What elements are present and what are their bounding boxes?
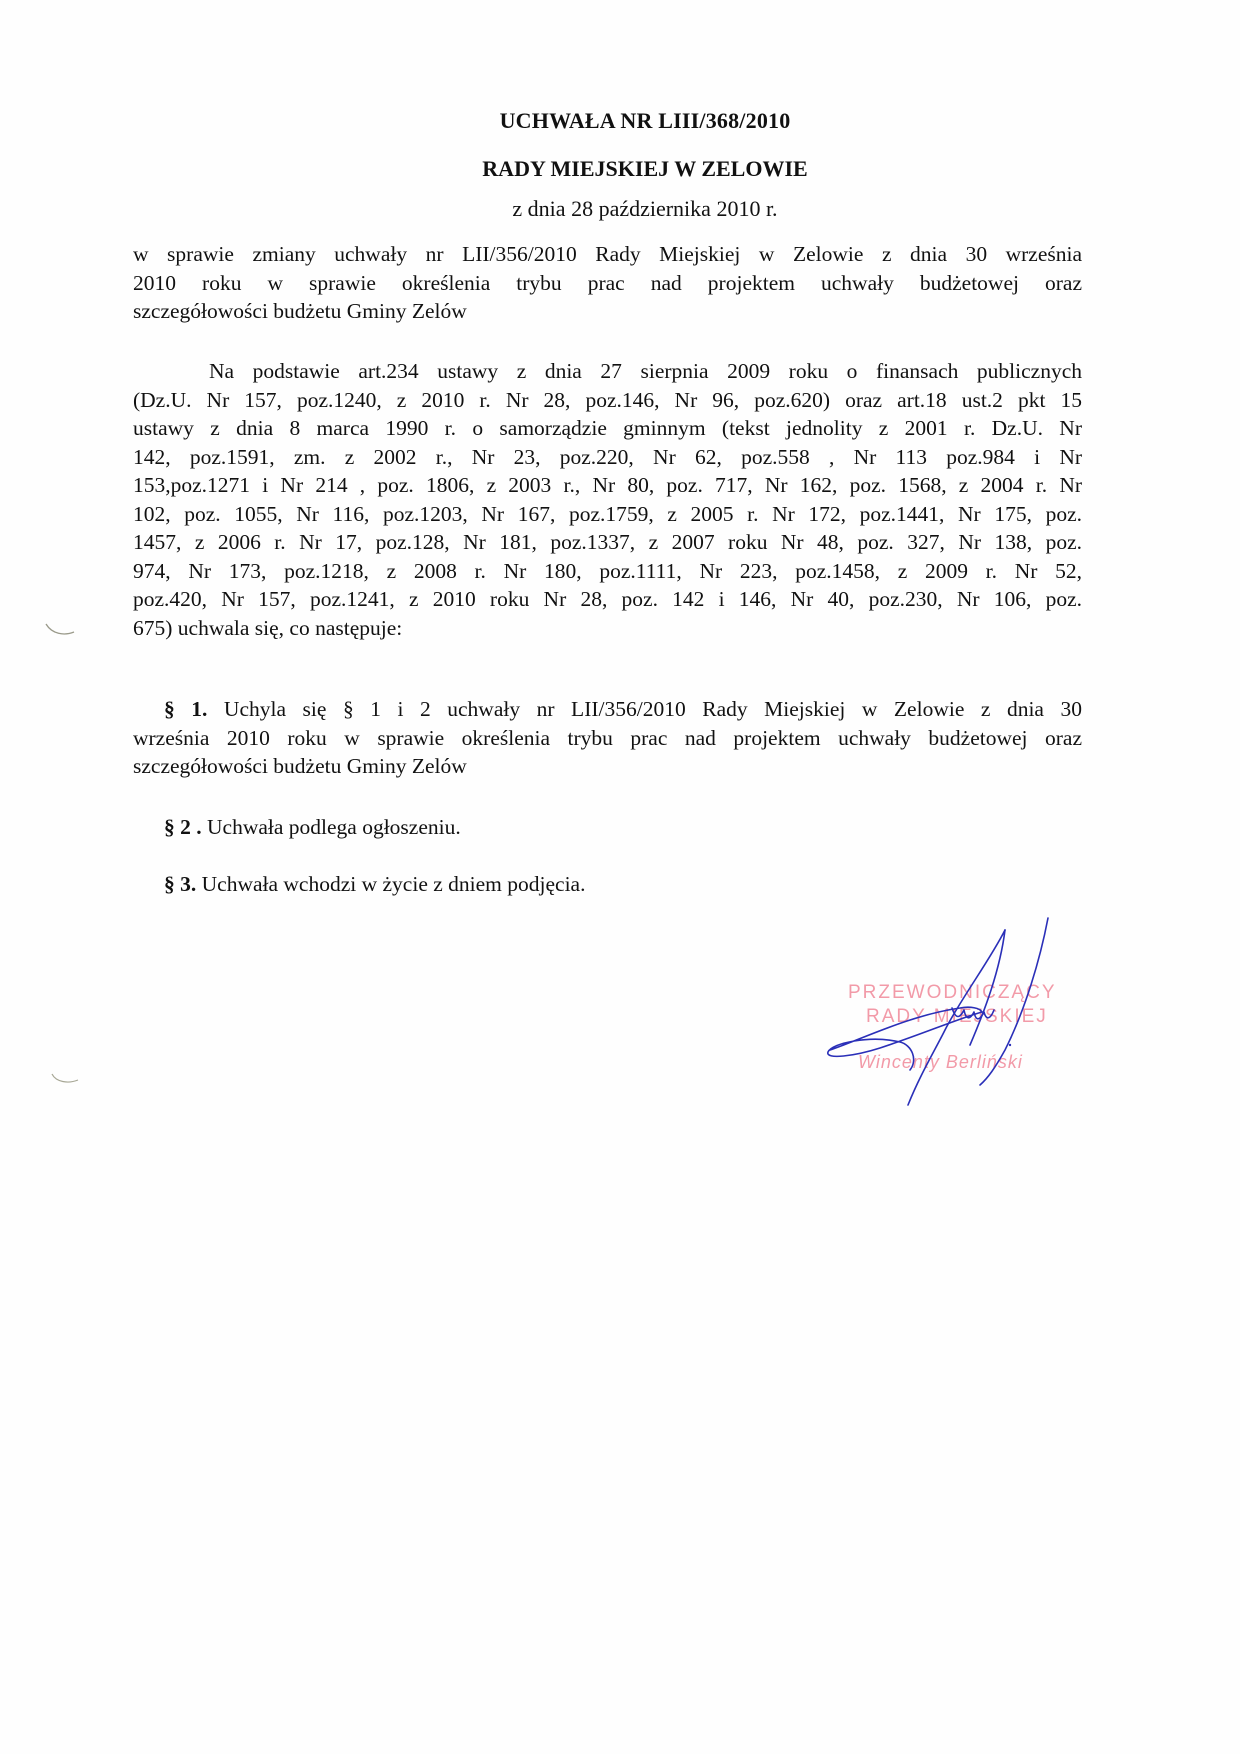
paragraph-3 [164, 870, 1113, 899]
subject-line: szczegółowości budżetu Gminy Zelów [133, 299, 467, 323]
paragraph-1-line: szczegółowości budżetu Gminy Zelów [133, 754, 467, 778]
legal-basis-line: poz.420, Nr 157, poz.1241, z 2010 roku Nr 28, poz. 142 i 146, Nr 40, poz.230, Nr 106, poz. [133, 587, 1082, 611]
legal-basis-line: 675) uchwala się, co następuje: [133, 615, 403, 640]
signature-stamp [800, 900, 1120, 1120]
legal-basis-line: 1457, z 2006 r. Nr 17, poz.128, Nr 181, poz.1337, z 2007 roku Nr 48, poz. 327, Nr 138, poz. [133, 530, 1082, 554]
paragraph-3-mark: § 3. [164, 872, 197, 896]
paragraph-3-text: Uchwała wchodzi w życie z dniem podjęcia. [196, 872, 586, 896]
legal-basis-line: 153,poz.1271 i Nr 214 , poz. 1806, z 2003 r., Nr 80, poz. 717, Nr 162, poz. 1568, z 2004 r. Nr [133, 473, 1082, 497]
scan-hole-mark [40, 620, 80, 640]
council-name: RADY MIEJSKIEJ W ZELOWIE [482, 156, 808, 181]
legal-basis [133, 357, 1082, 642]
paragraph-1 [133, 695, 1082, 781]
legal-basis-line: (Dz.U. Nr 157, poz.1240, z 2010 r. Nr 28, poz.146, Nr 96, poz.620) oraz art.18 ust.2 pkt 15 [133, 387, 1082, 412]
legal-basis-line: 974, Nr 173, poz.1218, z 2008 r. Nr 180, poz.1111, Nr 223, poz.1458, z 2009 r. Nr 52, [133, 558, 1082, 583]
stamp-title: PRZEWODNICZĄCY [848, 982, 1057, 1003]
handwritten-signature [800, 900, 1120, 1120]
paragraph-2-mark: § 2 . [164, 815, 202, 839]
legal-basis-line: 142, poz.1591, zm. z 2002 r., Nr 23, poz.220, Nr 62, poz.558 , Nr 113 poz.984 i Nr [133, 444, 1082, 469]
paragraph-1-line [133, 695, 1082, 724]
resolution-subject [133, 240, 1082, 326]
scan-hole-mark [46, 1070, 86, 1090]
stamp-name: Wincenty Berliński [858, 1052, 1023, 1072]
resolution-date: z dnia 28 października 2010 r. [512, 196, 778, 221]
stamp-council: RADY MIEJSKIEJ [866, 1006, 1048, 1027]
paragraph-2-text: Uchwała podlega ogłoszeniu. [201, 815, 461, 839]
paragraph-1-text: Uchyla się § 1 i 2 uchwały nr LII/356/2010 Rady Miejskiej w Zelowie z dnia 30 [207, 697, 1082, 721]
paragraph-1-line: września 2010 roku w sprawie określenia trybu prac nad projektem uchwały budżetowej oraz [133, 725, 1082, 750]
subject-line: w sprawie zmiany uchwały nr LII/356/2010 Rady Miejskiej w Zelowie z dnia 30 września [133, 242, 1082, 266]
legal-basis-line: 102, poz. 1055, Nr 116, poz.1203, Nr 167, poz.1759, z 2005 r. Nr 172, poz.1441, Nr 175, poz. [133, 501, 1082, 526]
paragraph-1-mark: § 1. [164, 697, 208, 721]
paragraph-2 [164, 813, 1113, 842]
legal-basis-line: ustawy z dnia 8 marca 1990 r. o samorządzie gminnym (tekst jednolity z 2001 r. Dz.U. Nr [133, 416, 1082, 440]
resolution-title: UCHWAŁA NR LIII/368/2010 [499, 108, 791, 133]
subject-line: 2010 roku w sprawie określenia trybu prac nad projektem uchwały budżetowej oraz [133, 270, 1082, 295]
legal-basis-line: Na podstawie art.234 ustawy z dnia 27 sierpnia 2009 roku o finansach publicznych [209, 359, 1082, 383]
